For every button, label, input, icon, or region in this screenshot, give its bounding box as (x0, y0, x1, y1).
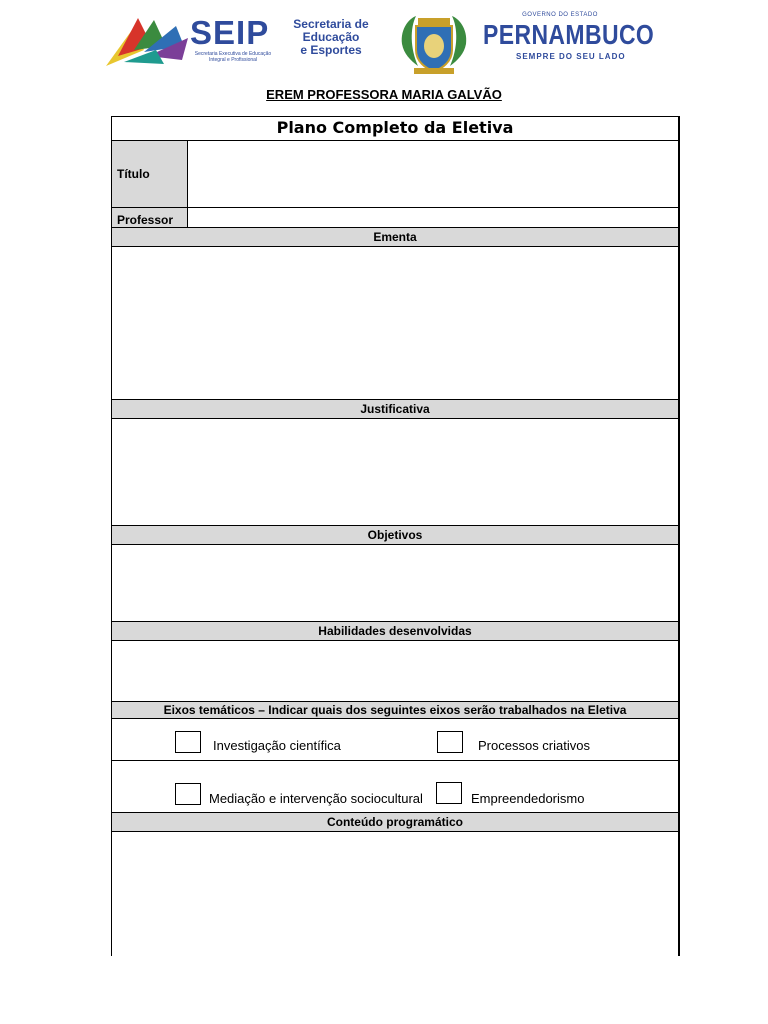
form-right-border (678, 116, 680, 956)
school-name: EREM PROFESSORA MARIA GALVÃO (266, 87, 502, 102)
justificativa-field[interactable] (112, 419, 678, 524)
secretaria-line-2: Educação (302, 30, 360, 44)
ementa-field[interactable] (112, 247, 678, 398)
divider (111, 760, 679, 761)
secretaria-line-3: e Esportes (300, 43, 362, 57)
checkbox-processos-criativos[interactable] (437, 731, 463, 753)
conteudo-field[interactable] (112, 832, 678, 956)
seip-book-logo-icon (104, 16, 188, 68)
checkbox-empreendedorismo[interactable] (436, 782, 462, 804)
secretaria-line-1: Secretaria de (293, 17, 369, 31)
objetivos-field[interactable] (112, 545, 678, 621)
plano-eletiva-form (111, 116, 679, 956)
titulo-label: Título (112, 141, 187, 207)
state-slogan: SEMPRE DO SEU LADO (516, 52, 626, 61)
option-empreendedorismo: Empreendedorismo (471, 791, 585, 806)
habilidades-field[interactable] (112, 641, 678, 701)
eixos-header: Eixos temáticos – Indicar quais dos seguintes eixos serão trabalhados na Eletiva (112, 702, 678, 718)
checkbox-investigacao-cientifica[interactable] (175, 731, 201, 753)
state-name: PERNAMBUCO (483, 19, 655, 50)
objetivos-header: Objetivos (112, 526, 678, 544)
option-mediacao-intervencao: Mediação e intervenção sociocultural (209, 791, 423, 806)
option-investigacao-cientifica: Investigação científica (213, 738, 341, 753)
seip-subtitle: Secretaria Executiva de Educação Integral e Profissional (194, 51, 272, 63)
professor-field[interactable] (188, 208, 678, 227)
form-title: Plano Completo da Eletiva (276, 118, 514, 137)
pernambuco-coat-of-arms-icon (396, 14, 472, 76)
conteudo-header: Conteúdo programático (112, 813, 678, 831)
secretaria-educacao-logo (290, 18, 372, 57)
divider (111, 116, 679, 117)
seip-logo-text: SEIP (190, 14, 270, 51)
divider (111, 718, 679, 719)
justificativa-header: Justificativa (112, 400, 678, 418)
government-label: GOVERNO DO ESTADO (522, 12, 598, 18)
option-processos-criativos: Processos criativos (478, 738, 590, 753)
professor-label: Professor (112, 208, 187, 227)
titulo-field[interactable] (188, 141, 678, 207)
habilidades-header: Habilidades desenvolvidas (112, 622, 678, 640)
ementa-header: Ementa (112, 228, 678, 246)
checkbox-mediacao-intervencao[interactable] (175, 783, 201, 805)
